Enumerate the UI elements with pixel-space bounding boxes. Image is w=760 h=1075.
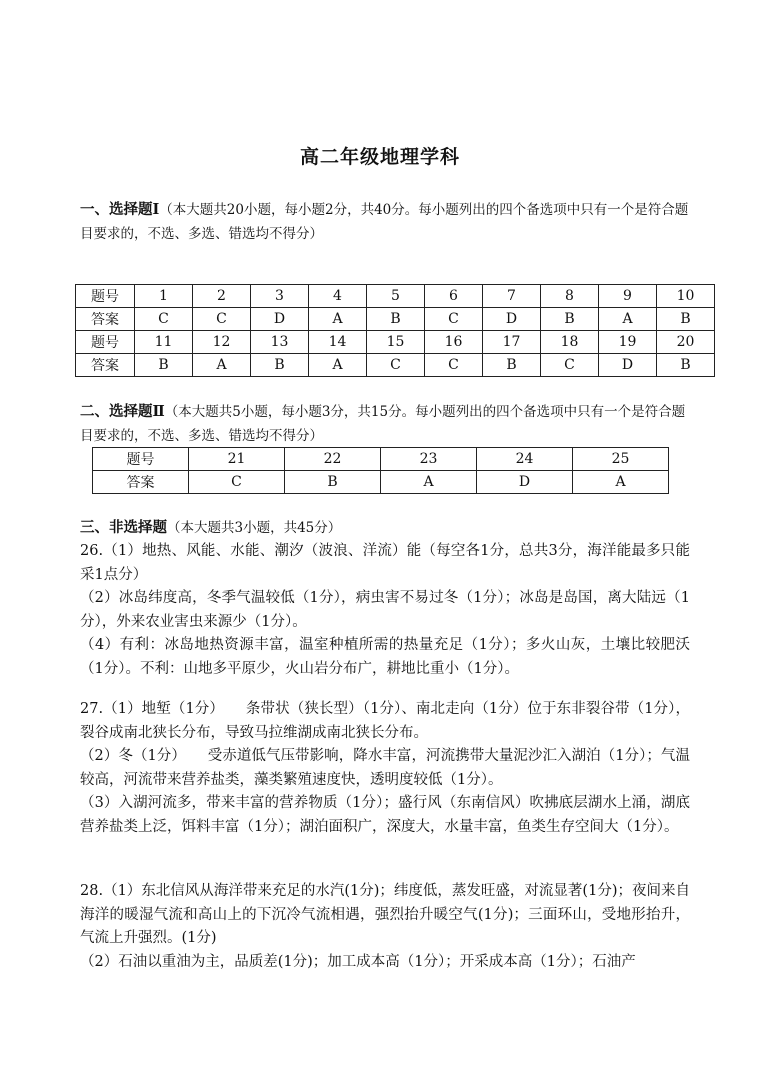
table-cell: B xyxy=(483,354,541,377)
table-cell: 7 xyxy=(483,285,541,308)
table-cell: B xyxy=(251,354,309,377)
section2-note: （本大题共5小题，每小题3分，共15分。每小题列出的四个备选项中只有一个是符合题目要求的，不选、多选、错选均不得分） xyxy=(80,404,686,444)
table-cell: 18 xyxy=(541,331,599,354)
table-cell: A xyxy=(309,308,367,331)
table-cell: 12 xyxy=(193,331,251,354)
section3-heading: 三、非选择题 xyxy=(80,519,167,536)
answer-paragraph: （3）入湖河流多，带来丰富的营养物质（1分）；盛行风（东南信风）吹拂底层湖水上涌，湖底营养盐类上泛，饵料丰富（1分）；湖泊面积广，深度大，水量丰富，鱼类生存空间大（1分）。 xyxy=(80,795,690,835)
table-cell: 20 xyxy=(657,331,715,354)
table-cell: 1 xyxy=(135,285,193,308)
table-cell: A xyxy=(599,308,657,331)
table-cell: C xyxy=(425,354,483,377)
row-label: 题号 xyxy=(93,448,189,471)
table-row xyxy=(93,448,669,471)
table-cell: B xyxy=(657,354,715,377)
table-cell: D xyxy=(251,308,309,331)
table-cell: B xyxy=(657,308,715,331)
row-label: 答案 xyxy=(76,354,135,377)
row-label: 答案 xyxy=(76,308,135,331)
table-cell: 17 xyxy=(483,331,541,354)
table-cell: 22 xyxy=(285,448,381,471)
row-label: 题号 xyxy=(76,285,135,308)
section3-header xyxy=(80,516,690,540)
table-cell: 10 xyxy=(657,285,715,308)
table-cell: A xyxy=(309,354,367,377)
answer-paragraph: （4）有利：冰岛地热资源丰富，温室种植所需的热量充足（1分）；多火山灰，土壤比较肥沃（1分）。不利：山地多平原少，火山岩分布广，耕地比重小（1分）。 xyxy=(80,637,690,677)
section3-note: （本大题共3小题，共45分） xyxy=(167,520,342,536)
table-cell: 4 xyxy=(309,285,367,308)
table-cell: 3 xyxy=(251,285,309,308)
section1-heading: 一、选择题Ⅰ xyxy=(80,201,160,218)
answer-paragraph: （2）石油以重油为主，品质差(1分)；加工成本高（1分）；开采成本高（1分）；石油产 xyxy=(80,953,636,970)
table-cell: 23 xyxy=(381,448,477,471)
page-title: 高二年级地理学科 xyxy=(299,146,460,168)
table-cell: A xyxy=(193,354,251,377)
table-row xyxy=(76,285,715,308)
table-cell: D xyxy=(483,308,541,331)
answer-paragraph: 27.（1）地堑（1分） 条带状（狭长型）（1分）、南北走向（1分）位于东非裂谷带（1分），裂谷成南北狭长分布，导致马拉维湖成南北狭长分布。 xyxy=(80,701,690,741)
table-cell: 24 xyxy=(477,448,573,471)
table-row xyxy=(93,471,669,494)
row-label: 题号 xyxy=(76,331,135,354)
table-cell: D xyxy=(599,354,657,377)
answer-paragraph: 26.（1）地热、风能、水能、潮汐（波浪、洋流）能（每空各1分，总共3分，海洋能最多只能采1点分） xyxy=(80,543,690,583)
section1-note: （本大题共20小题，每小题2分，共40分。每小题列出的四个备选项中只有一个是符合题目要求的，不选、多选、错选均不得分） xyxy=(80,202,689,242)
table-cell: 2 xyxy=(193,285,251,308)
table-cell: 9 xyxy=(599,285,657,308)
table-cell: C xyxy=(135,308,193,331)
table-cell: D xyxy=(477,471,573,494)
table-row xyxy=(76,308,715,331)
table-cell: 25 xyxy=(573,448,669,471)
answer-table-2 xyxy=(92,447,669,494)
table-cell: A xyxy=(573,471,669,494)
table-cell: C xyxy=(193,308,251,331)
table-cell: A xyxy=(381,471,477,494)
answer-paragraph: （2）冬（1分） 受赤道低气压带影响，降水丰富，河流携带大量泥沙汇入湖泊（1分）；气温较高，河流带来营养盐类，藻类繁殖速度快，透明度较低（1分）。 xyxy=(80,748,690,788)
table-cell: C xyxy=(541,354,599,377)
table-cell: B xyxy=(541,308,599,331)
question-27-answer xyxy=(80,698,690,839)
table-cell: 8 xyxy=(541,285,599,308)
table-cell: 16 xyxy=(425,331,483,354)
answer-paragraph: （2）冰岛纬度高，冬季气温较低（1分），病虫害不易过冬（1分）；冰岛是岛国，离大陆远（1分），外来农业害虫来源少（1分）。 xyxy=(80,590,690,630)
question-28-answer xyxy=(80,880,690,974)
table-cell: 5 xyxy=(367,285,425,308)
section1-header xyxy=(80,198,690,246)
table-row xyxy=(76,354,715,377)
table-cell: 21 xyxy=(189,448,285,471)
table-cell: 11 xyxy=(135,331,193,354)
answer-table-1 xyxy=(75,284,715,377)
table-cell: 15 xyxy=(367,331,425,354)
table-cell: 19 xyxy=(599,331,657,354)
table-cell: C xyxy=(189,471,285,494)
table-cell: B xyxy=(285,471,381,494)
section2-heading: 二、选择题Ⅱ xyxy=(80,403,165,420)
section2-header xyxy=(80,400,690,448)
question-26-answer xyxy=(80,540,690,681)
table-cell: C xyxy=(425,308,483,331)
table-cell: 14 xyxy=(309,331,367,354)
row-label: 答案 xyxy=(93,471,189,494)
table-cell: B xyxy=(367,308,425,331)
table-cell: 6 xyxy=(425,285,483,308)
table-cell: C xyxy=(367,354,425,377)
table-cell: 13 xyxy=(251,331,309,354)
answer-paragraph: 28.（1）东北信风从海洋带来充足的水汽(1分)；纬度低，蒸发旺盛，对流显著(1分)；夜间来自海洋的暖湿气流和高山上的下沉冷气流相遇，强烈抬升暖空气(1分)；三面环山，受地形抬升，气流上升强烈。(1分) xyxy=(80,883,690,946)
table-row xyxy=(76,331,715,354)
table-cell: B xyxy=(135,354,193,377)
